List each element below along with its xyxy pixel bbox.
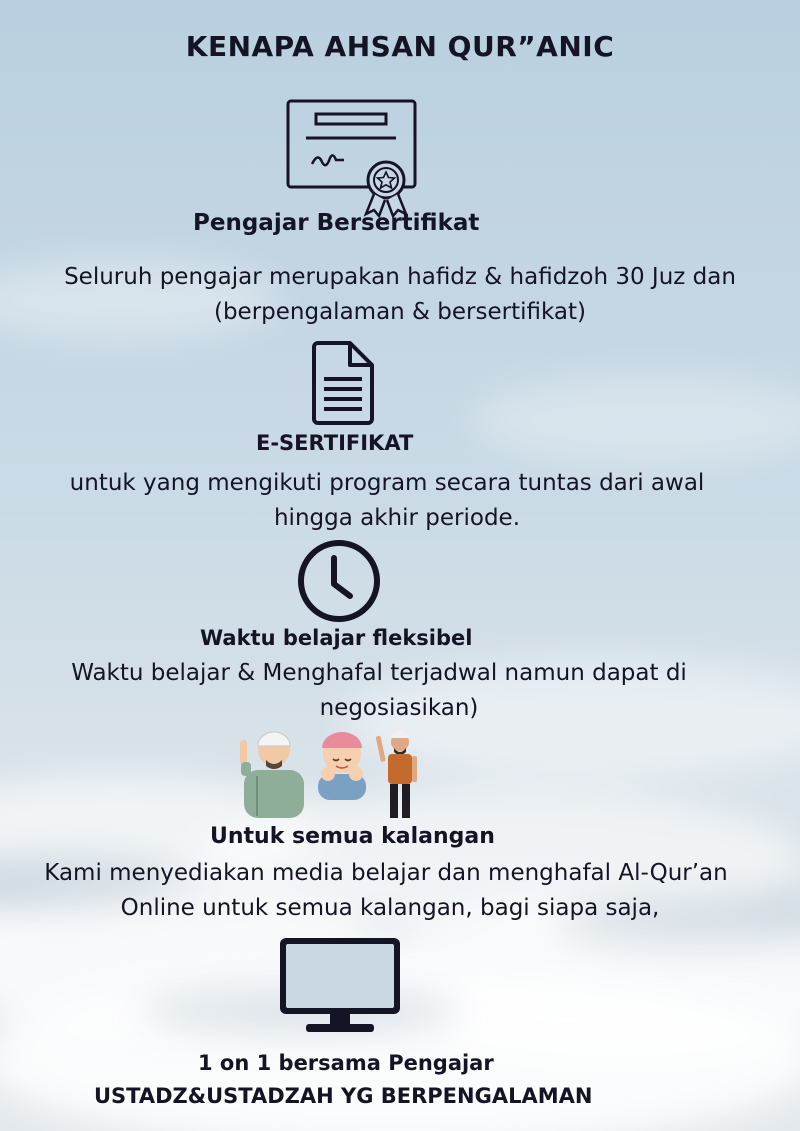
people-illustration <box>236 726 422 820</box>
certificate-icon <box>286 98 418 220</box>
standing-man-icon <box>376 731 417 818</box>
boy-with-pink-cap-icon <box>318 732 366 800</box>
monitor-icon <box>278 936 402 1034</box>
text-line: hingga akhir periode. <box>273 505 521 531</box>
text-line: untuk yang mengikuti program secara tuntas dari awal <box>69 470 705 496</box>
section-text-certified-teachers <box>0 260 800 330</box>
document-icon <box>310 339 376 427</box>
section-title-flexible-time: Waktu belajar fleksibel <box>200 626 473 650</box>
text-line: negosiasikan) <box>319 695 479 721</box>
text-line: Seluruh pengajar merupakan hafidz & hafidzoh 30 Juz dan <box>64 264 736 290</box>
section-title-one-on-one: 1 on 1 bersama Pengajar <box>198 1051 494 1075</box>
clock-icon <box>296 538 382 624</box>
section-text-experienced-teachers: USTADZ&USTADZAH YG BERPENGALAMAN <box>94 1084 593 1108</box>
man-with-cap-icon <box>240 732 304 818</box>
page-title: KENAPA AHSAN QUR”ANIC <box>185 30 615 63</box>
section-text-flexible-time <box>0 656 779 726</box>
section-title-e-certificate: E-SERTIFIKAT <box>256 431 414 455</box>
text-line: Online untuk semua kalangan, bagi siapa saja, <box>120 895 660 921</box>
text-line: (berpengalaman & bersertifikat) <box>213 299 586 325</box>
section-title-all-groups: Untuk semua kalangan <box>210 824 495 849</box>
text-line: Waktu belajar & Menghafal terjadwal namun dapat di <box>71 660 687 686</box>
section-text-all-groups <box>0 856 786 926</box>
section-title-certified-teachers: Pengajar Bersertifikat <box>193 210 480 236</box>
text-line: Kami menyediakan media belajar dan menghafal Al-Qur’an <box>44 860 728 886</box>
section-text-e-certificate <box>0 466 787 536</box>
